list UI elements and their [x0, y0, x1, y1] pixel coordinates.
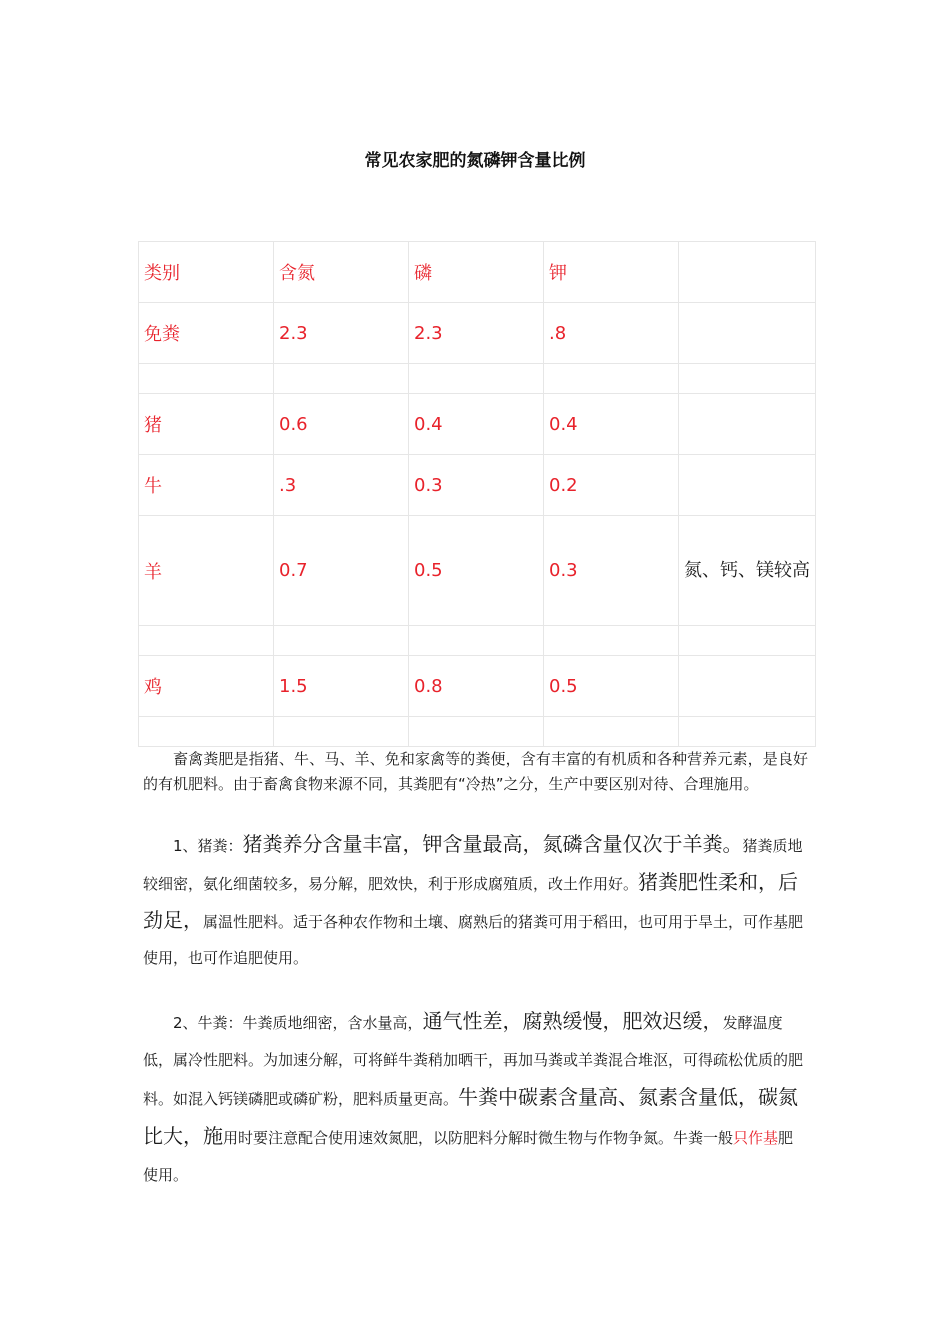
table-cell: 2.3 [409, 303, 544, 364]
table-note-cell: 氮、钙、镁较高 [679, 516, 816, 626]
table-row [139, 303, 816, 364]
table-cell [274, 364, 409, 394]
table-cell: 羊 [139, 516, 274, 626]
table-cell: 0.4 [544, 394, 679, 455]
table-cell [679, 455, 816, 516]
cow-red-text: 只作基 [733, 1129, 779, 1147]
table-row [139, 626, 816, 656]
table-cell [679, 303, 816, 364]
table-cell [679, 626, 816, 656]
pig-emphasis: 猪粪肥性柔和，后劲足， [143, 870, 799, 932]
table-cell [139, 717, 274, 747]
table-cell: 猪 [139, 394, 274, 455]
table-row [139, 717, 816, 747]
table-cell: 鸡 [139, 656, 274, 717]
table-cell [274, 626, 409, 656]
table-cell: 0.4 [409, 394, 544, 455]
pig-text-c: 属温性肥料。适于各种农作物和土壤、腐熟后的猪粪可用于稻田，也可用于旱土，可作基肥使用，也可作追肥使用。 [143, 913, 804, 967]
table-cell: 牛 [139, 455, 274, 516]
table-cell [409, 717, 544, 747]
table-cell [274, 717, 409, 747]
table-cell [409, 626, 544, 656]
cow-manure-paragraph [143, 1003, 808, 1194]
table-cell [409, 364, 544, 394]
table-row [139, 656, 816, 717]
table-row [139, 394, 816, 455]
table-header-row [139, 242, 816, 303]
nutrient-table [138, 241, 816, 747]
table-cell [139, 364, 274, 394]
cow-section-label: 2、牛粪： [173, 1014, 243, 1032]
cow-emphasis-1: 通气性差，腐熟缓慢，肥效迟缓， [422, 1009, 723, 1033]
table-row [139, 516, 816, 626]
cow-text-c: 发酵温度低，属冷性肥料。为加速分解，可将鲜牛粪稍加晒干，再加马粪或羊粪混合堆沤，可得疏松优质的肥料。如混入钙镁磷肥或磷矿粉，肥料质量更高。 [143, 1014, 804, 1108]
table-cell: 0.3 [544, 516, 679, 626]
table-cell: .3 [274, 455, 409, 516]
table-cell: 免粪 [139, 303, 274, 364]
header-note [679, 242, 816, 303]
table-cell: 0.6 [274, 394, 409, 455]
cow-text-e: 用时要注意配合使用速效氮肥，以防肥料分解时微生物与作物争氮。牛粪一般 [223, 1129, 734, 1147]
cow-text-g: 肥使用。 [143, 1129, 794, 1184]
table-cell [544, 626, 679, 656]
table-cell: 0.5 [409, 516, 544, 626]
table-row [139, 364, 816, 394]
table-cell: 1.5 [274, 656, 409, 717]
pig-manure-paragraph [143, 826, 808, 976]
table-cell: 0.8 [409, 656, 544, 717]
table-cell: 0.5 [544, 656, 679, 717]
table-cell [679, 717, 816, 747]
cow-emphasis-2: 牛粪中碳素含量高、氮素含量低，碳氮比大，施 [143, 1085, 799, 1148]
table-row [139, 455, 816, 516]
table-cell [544, 717, 679, 747]
header-potassium: 钾 [544, 242, 679, 303]
intro-paragraph: 畜禽粪肥是指猪、牛、马、羊、免和家禽等的粪便，含有丰富的有机质和各种营养元素，是良好的有机肥料。由于畜禽食物来源不同，其粪肥有“冷热”之分，生产中要区别对待、合理施用。 [143, 750, 808, 793]
header-phosphorus: 磷 [409, 242, 544, 303]
table-cell [679, 394, 816, 455]
table-cell: 0.3 [409, 455, 544, 516]
table-cell [544, 364, 679, 394]
page-title: 常见农家肥的氮磷钾含量比例 [364, 151, 586, 171]
table-cell: 0.2 [544, 455, 679, 516]
cow-text-a: 牛粪质地细密，含水量高， [242, 1014, 423, 1032]
pig-section-label: 1、猪粪： [173, 837, 243, 855]
table-cell [679, 364, 816, 394]
header-category: 类别 [139, 242, 274, 303]
table-cell: 0.7 [274, 516, 409, 626]
pig-text-a: 猪粪质地较细密，氨化细菌较多，易分解，肥效快，利于形成腐殖质，改土作用好。 [143, 837, 803, 893]
table-cell: 2.3 [274, 303, 409, 364]
table-cell: .8 [544, 303, 679, 364]
pig-headline: 猪粪养分含量丰富，钾含量最高，氮磷含量仅次于羊粪。 [242, 832, 743, 856]
header-nitrogen: 含氮 [274, 242, 409, 303]
table-cell [139, 626, 274, 656]
table-cell [679, 656, 816, 717]
